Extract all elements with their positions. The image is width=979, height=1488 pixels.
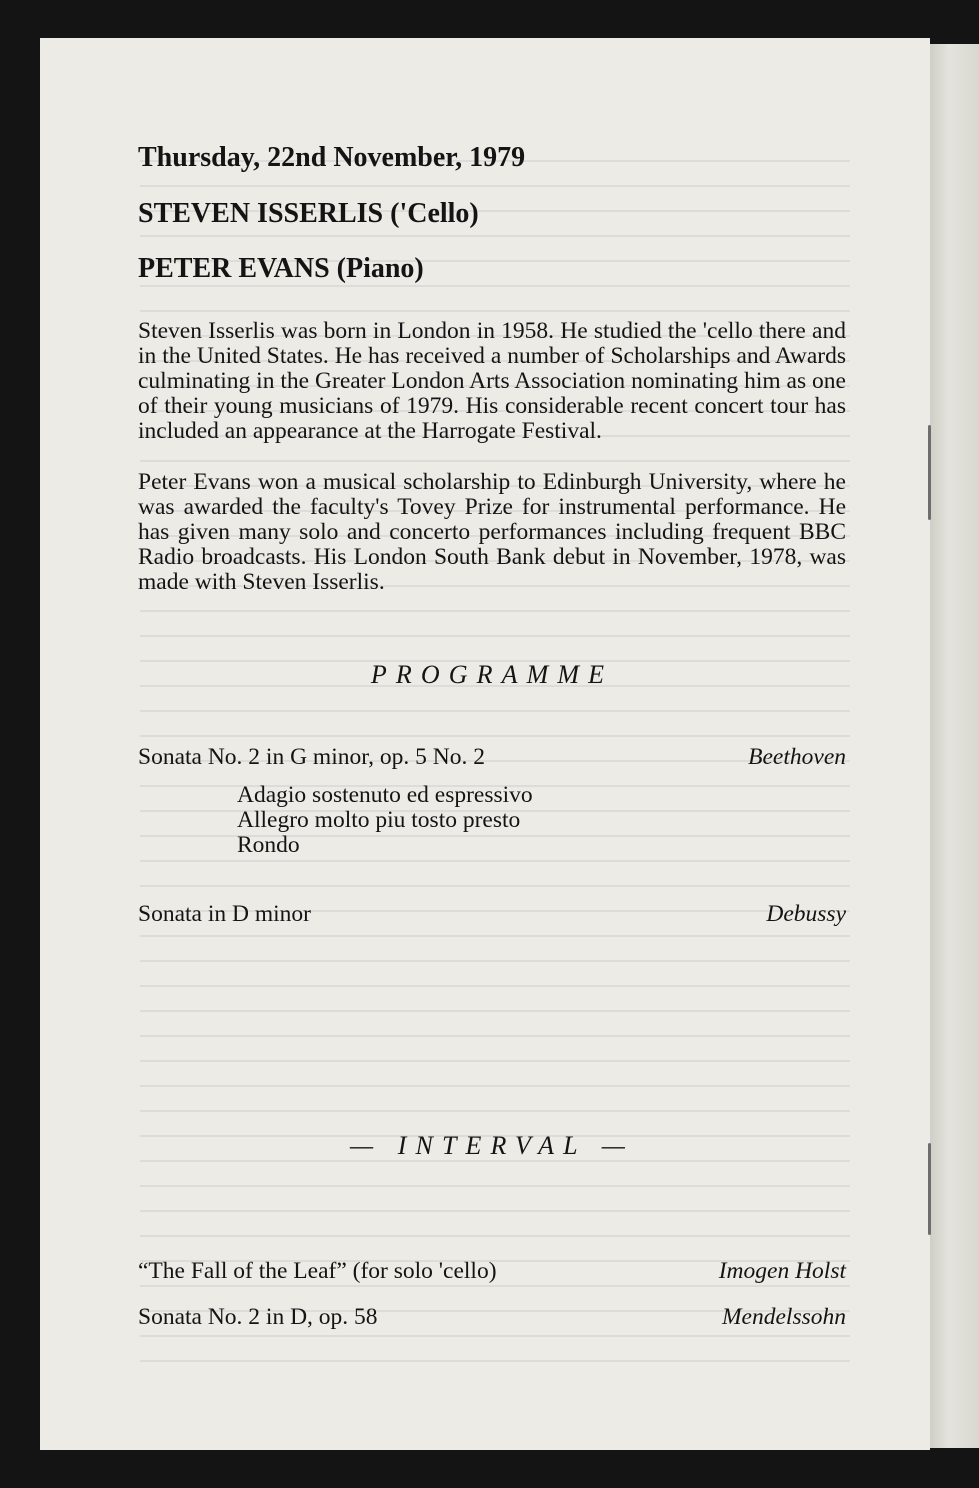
movement-list [237,783,533,858]
interval-heading: — INTERVAL — [349,1131,634,1160]
performer-cellist: STEVEN ISSERLIS ('Cello) [138,198,479,229]
concert-date: Thursday, 22nd November, 1979 [138,142,526,173]
movement: Rondo [237,832,300,858]
composer: Beethoven [748,744,846,770]
work-title: Sonata in D minor [138,901,311,927]
movement: Allegro molto piu tosto presto [237,807,521,833]
work-title: “The Fall of the Leaf” (for solo 'cello) [138,1258,497,1284]
bio-isserlis: Steven Isserlis was born in London in 1958. He studied the 'cello there and in the United States. He has received a number of Scholarships and Awards culminating in the Greater London Arts Association nominating him as one of their young musicians of 1979. His considerable recent concert tour has included an appearance at the Harrogate Festival. [138,318,846,444]
movement: Adagio sostenuto ed espressivo [237,782,533,808]
work-title: Sonata No. 2 in G minor, op. 5 No. 2 [138,744,485,770]
composer: Mendelssohn [721,1304,846,1330]
work-title: Sonata No. 2 in D, op. 58 [138,1304,378,1330]
programme-heading: PROGRAMME [370,660,614,689]
performer-pianist: PETER EVANS (Piano) [138,253,424,284]
bio-evans: Peter Evans won a musical scholarship to Edinburgh University, where he was awarded the faculty's Tovey Prize for instrumental performance. He has given many solo and concerto performances including frequent BBC Radio broadcasts. His London South Bank debut in November, 1978, was made with Steven Isserlis. [138,469,846,595]
composer: Debussy [766,901,846,927]
composer: Imogen Holst [718,1258,846,1284]
